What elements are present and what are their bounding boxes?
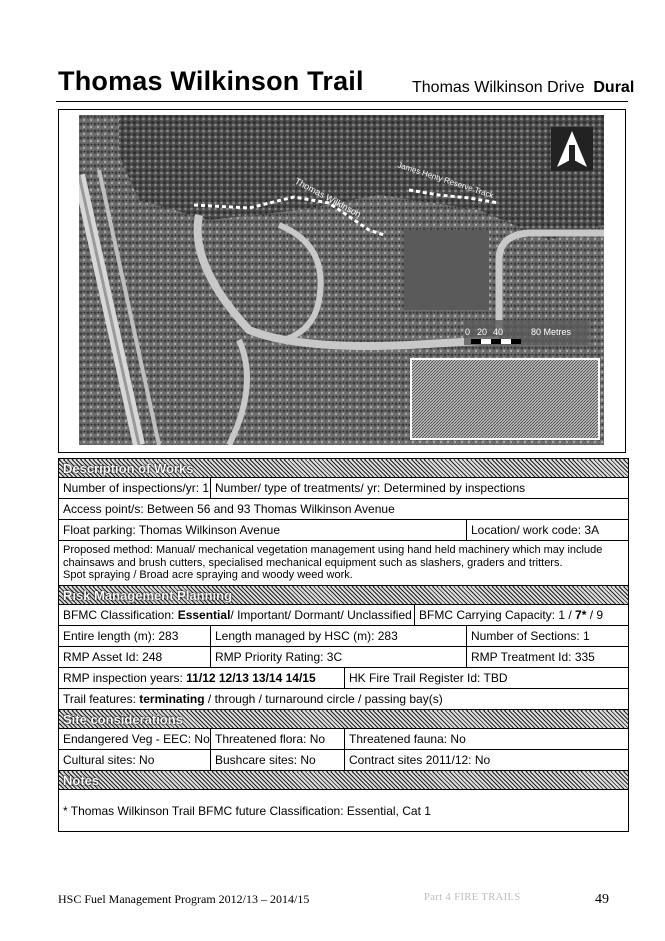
capacity-value: 7*: [575, 608, 587, 622]
treatments-per-year: Number/ type of treatments/ yr: Determined by inspections: [211, 478, 629, 499]
proposed-method: [59, 541, 629, 586]
location-street: Thomas Wilkinson Drive: [412, 79, 585, 96]
scale-bar: [464, 320, 589, 345]
proposed-method-text: Proposed method: Manual/ mechanical vegetation management using hand held machinery which may include chainsaws and brush cutters, specialised mechanical equipment such as slashers, graders and tritters.: [63, 544, 603, 569]
trail-features: [59, 689, 629, 710]
threatened-flora: Threatened flora: No: [211, 729, 345, 750]
inspection-years-value: 11/12 12/13 13/14 14/15: [186, 671, 316, 685]
bfmc-classification-label: BFMC Classification:: [63, 608, 178, 622]
number-of-sections: Number of Sections: 1: [467, 626, 629, 647]
location-subtitle: [412, 79, 634, 97]
trail-features-options: / through / turnaround circle / passing bay(s): [204, 692, 443, 706]
aerial-map: [79, 115, 604, 445]
contract-sites: Contract sites 2011/12: No: [345, 750, 629, 771]
threatened-fauna: Threatened fauna: No: [345, 729, 629, 750]
scale-tick-20: 20: [477, 327, 488, 337]
footer-part: Part 4 FIRE TRAILS: [424, 892, 521, 903]
section-description: Description of Works: [59, 459, 629, 478]
entire-length: Entire length (m): 283: [59, 626, 211, 647]
managed-length: Length managed by HSC (m): 283: [211, 626, 467, 647]
capacity-label: BFMC Carrying Capacity: 1 /: [419, 608, 576, 622]
works-table: [58, 458, 629, 832]
section-site: Site considerations: [59, 710, 629, 729]
title-rule: [56, 101, 628, 102]
access-points: Access point/s: Between 56 and 93 Thomas Wilkinson Avenue: [59, 499, 629, 520]
north-arrow-icon: [551, 127, 593, 171]
bfmc-carrying-capacity: [415, 605, 629, 626]
proposed-spraying-text: Spot spraying / Broad acre spraying and woody weed work.: [63, 569, 353, 582]
rmp-asset-id: RMP Asset Id: 248: [59, 647, 211, 668]
trail-features-label: Trail features:: [63, 692, 140, 706]
location-suburb: Dural: [593, 79, 635, 96]
scale-tick-80: 80 Metres: [531, 327, 572, 337]
section-notes: Notes: [59, 771, 629, 790]
map-reserve-label: James Henty Reserve Track: [396, 160, 495, 200]
notes-text: * Thomas Wilkinson Trail BFMC future Classification: Essential, Cat 1: [59, 790, 629, 832]
capacity-rest: / 9: [586, 608, 604, 622]
map-legend: [411, 359, 599, 439]
endangered-veg: Endangered Veg - EEC: No: [59, 729, 211, 750]
location-work-code: Location/ work code: 3A: [467, 520, 629, 541]
map-trail-label: Thomas Wilkinson: [293, 175, 363, 220]
inspections-per-year: Number of inspections/yr: 1: [59, 478, 211, 499]
bushcare-sites: Bushcare sites: No: [211, 750, 345, 771]
float-parking: Float parking: Thomas Wilkinson Avenue: [59, 520, 467, 541]
inspection-years-label: RMP inspection years:: [63, 671, 187, 685]
aerial-map-svg: [79, 115, 604, 445]
hk-fire-trail-register: HK Fire Trail Register Id: TBD: [345, 668, 629, 689]
bfmc-classification: [59, 605, 415, 626]
section-risk: Risk Management Planning: [59, 586, 629, 605]
trail-features-value: terminating: [139, 692, 205, 706]
rmp-inspection-years: [59, 668, 345, 689]
page-title: Thomas Wilkinson Trail: [58, 66, 364, 96]
rmp-priority-rating: RMP Priority Rating: 3C: [211, 647, 467, 668]
scale-tick-0: 0: [465, 327, 471, 337]
bfmc-classification-value: Essential: [177, 608, 231, 622]
page-number: 49: [595, 892, 609, 907]
footer-program: HSC Fuel Management Program 2012/13 – 2014/15: [58, 892, 310, 906]
scale-tick-40: 40: [493, 327, 504, 337]
rmp-treatment-id: RMP Treatment Id: 335: [467, 647, 629, 668]
cultural-sites: Cultural sites: No: [59, 750, 211, 771]
bfmc-classification-options: / Important/ Dormant/ Unclassified: [230, 608, 412, 622]
